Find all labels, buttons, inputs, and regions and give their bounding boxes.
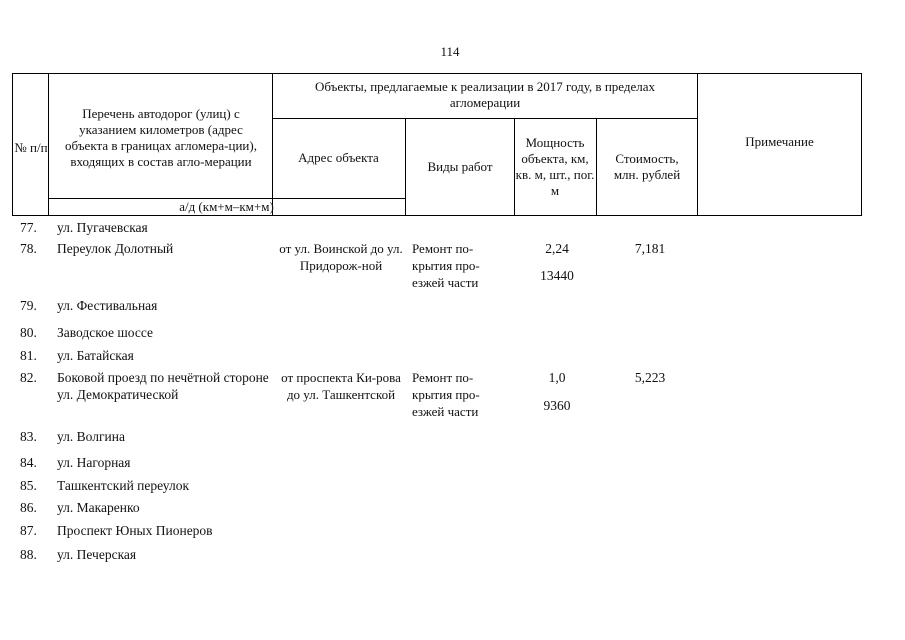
road-name: Переулок Долотный (57, 241, 174, 256)
header-objects-group: Объекты, предлагаемые к реализации в 2017 году, в пределах агломерации (314, 79, 656, 110)
object-address: от ул. Воинской до ул. Придорож-ной (279, 241, 403, 273)
capacity-value-2: 13440 (540, 268, 574, 283)
header-works: Виды работ (427, 159, 493, 174)
road-name: ул. Пугачевская (57, 220, 148, 235)
page-number: 114 (440, 44, 460, 59)
work-type: Ремонт по-крытия про-езжей части (412, 370, 480, 419)
row-number: 79. (20, 298, 37, 313)
header-num: № п/п (14, 140, 48, 155)
cost-value: 5,223 (634, 370, 666, 385)
road-name: ул. Печерская (57, 547, 137, 562)
row-number: 84. (20, 455, 37, 470)
road-name: ул. Нагорная (57, 455, 131, 470)
row-number: 83. (20, 429, 37, 444)
row-number: 87. (20, 523, 37, 538)
road-name: ул. Волгина (57, 429, 125, 444)
header-address: Адрес объекта (298, 150, 379, 165)
row-number: 78. (20, 241, 37, 256)
row-number: 77. (20, 220, 37, 235)
object-address: от проспекта Ки-рова до ул. Ташкентской (281, 370, 401, 402)
capacity-value: 2,24 (545, 241, 569, 256)
divider (48, 73, 49, 216)
capacity-value-2: 9360 (543, 398, 571, 413)
road-name: Боковой проезд по нечётной стороне ул. Демократической (57, 370, 269, 402)
row-number: 88. (20, 547, 37, 562)
header-capacity: Мощность объекта, км, кв. м, шт., пог. м (515, 135, 595, 198)
divider (596, 118, 597, 216)
row-number: 86. (20, 500, 37, 515)
header-cost: Стоимость, млн. рублей (613, 151, 681, 182)
work-type: Ремонт по-крытия про-езжей части (412, 241, 480, 290)
road-name: ул. Фестивальная (57, 298, 158, 313)
road-name: Ташкентский переулок (57, 478, 190, 493)
capacity-value: 1,0 (548, 370, 566, 385)
row-number: 82. (20, 370, 37, 385)
header-note: Примечание (745, 134, 814, 149)
road-name: ул. Макаренко (57, 500, 140, 515)
road-name: Проспект Юных Пионеров (57, 523, 213, 538)
cost-value: 7,181 (634, 241, 666, 256)
road-name: Заводское шоссе (57, 325, 154, 340)
row-number: 85. (20, 478, 37, 493)
header-roads: Перечень автодорог (улиц) с указанием километров (адрес объекта в границах агломера-ции), входящих в состав агло-мерации (65, 105, 257, 169)
road-name: ул. Батайская (57, 348, 134, 363)
divider (405, 118, 406, 216)
header-km-format: а/д (км+м–км+м) (179, 199, 274, 214)
row-number: 81. (20, 348, 37, 363)
row-number: 80. (20, 325, 37, 340)
